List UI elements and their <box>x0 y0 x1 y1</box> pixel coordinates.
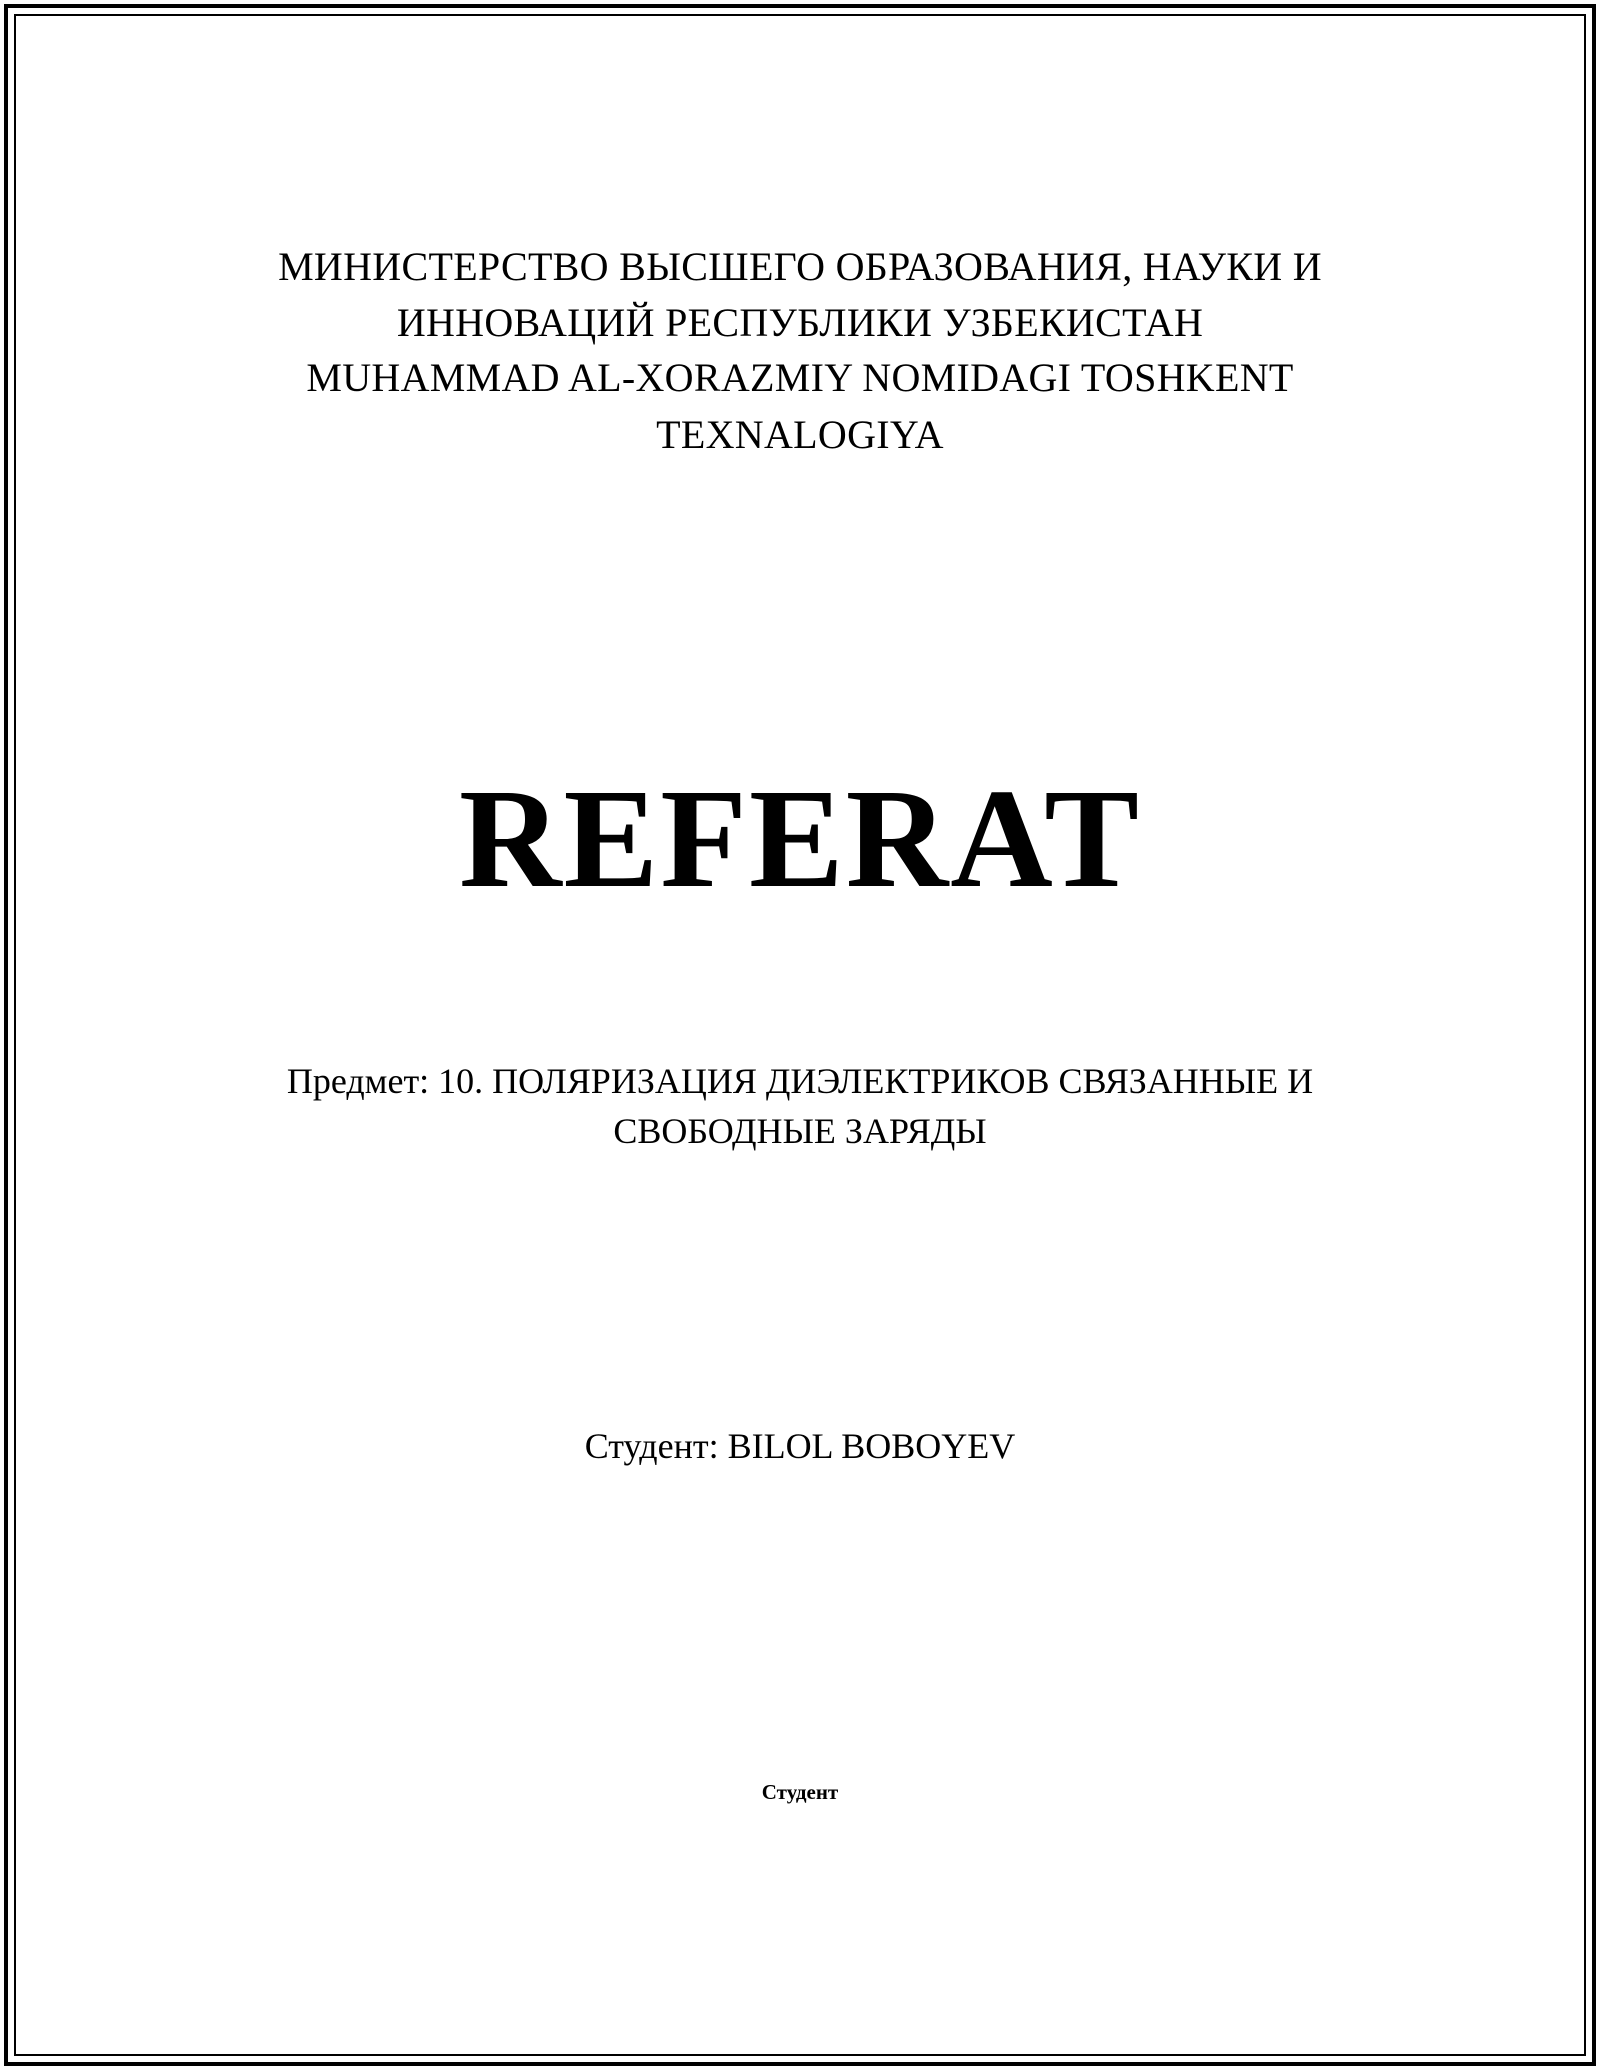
subject-line-1: Предмет: 10. ПОЛЯРИЗАЦИЯ ДИЭЛЕКТРИКОВ СВЯЗАННЫЕ И <box>286 1061 1314 1101</box>
document-title: REFERAT <box>459 759 1141 917</box>
student-name: Студент: BILOL BOBOYEV <box>584 1426 1016 1466</box>
header-line-2: ИННОВАЦИЙ РЕСПУБЛИКИ УЗБЕКИСТАН <box>396 300 1204 345</box>
header-line-4: TEXNALOGIYA <box>656 412 944 457</box>
subject-line-2: СВОБОДНЫЕ ЗАРЯДЫ <box>613 1111 987 1151</box>
header-line-1: МИНИСТЕРСТВО ВЫСШЕГО ОБРАЗОВАНИЯ, НАУКИ И <box>278 244 1322 289</box>
footer-student-label: Студент <box>761 1780 839 1804</box>
header-line-3: MUHAMMAD AL-XORAZMIY NOMIDAGI TOSHKENT <box>306 355 1294 400</box>
